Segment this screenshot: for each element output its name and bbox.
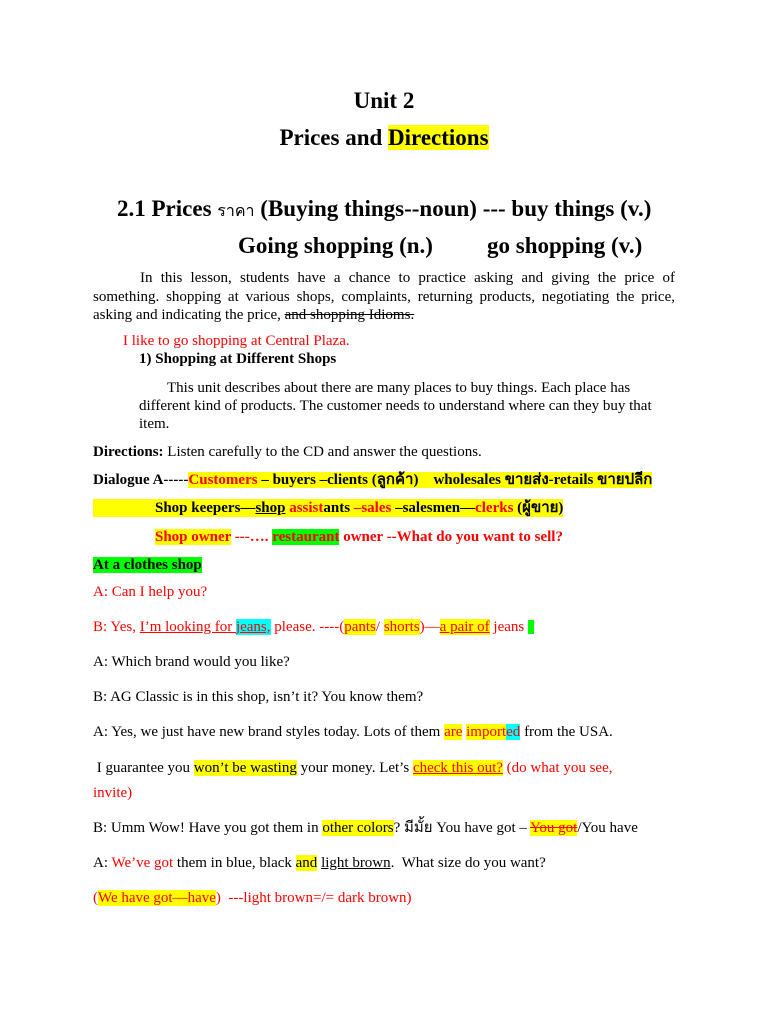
dialogue-text: won’t be wasting bbox=[193, 760, 297, 776]
dialogue-text: jeans bbox=[489, 619, 528, 635]
dialogue-text: check this out? bbox=[412, 760, 503, 776]
verb-form-heading: go shopping (v.) bbox=[487, 233, 643, 258]
dialogue-text: ? มีมั้ย You have got – bbox=[393, 820, 531, 836]
dialogue-text: / bbox=[375, 619, 384, 635]
vocab-sellers-line bbox=[93, 499, 563, 517]
dialogue-line bbox=[93, 889, 412, 907]
dialogue-text: )— bbox=[419, 619, 440, 635]
dialogue-text: please. ----( bbox=[270, 619, 345, 635]
vocab-word: (ผู้ขาย) bbox=[513, 500, 564, 516]
subsection-title: 1) Shopping at Different Shops bbox=[139, 351, 337, 367]
dialogue-text: shorts bbox=[383, 619, 420, 635]
vocab-owner-line bbox=[155, 528, 563, 546]
scene-heading-text: At a clothes shop bbox=[93, 557, 202, 573]
dialogue-text: A: Yes, we just have new brand styles today. Lots of them bbox=[93, 724, 445, 740]
dialogue-text: ed bbox=[506, 724, 521, 740]
dialogue-text: a pair of bbox=[439, 619, 490, 635]
vocab-word: ants bbox=[323, 500, 354, 516]
struck-text: and shopping Idioms. bbox=[284, 307, 415, 323]
vocab-word: ---…. bbox=[231, 529, 273, 545]
dialogue-text: ( bbox=[93, 890, 98, 906]
example-sentence: I like to go shopping at Central Plaza. bbox=[123, 333, 350, 349]
dialogue-text: I guarantee you bbox=[93, 760, 194, 776]
section-heading bbox=[117, 195, 651, 225]
vocab-word: Shop keepers— bbox=[155, 500, 256, 516]
section-heading-thai: ราคา bbox=[217, 203, 255, 220]
vocab-word: –salesmen— bbox=[391, 500, 476, 516]
vocab-word: assist bbox=[289, 500, 324, 516]
vocab-word: Shop owner bbox=[155, 529, 231, 545]
vocab-word: restaurant bbox=[272, 529, 340, 545]
section-heading-text: (Buying things--noun) --- buy things (v.) bbox=[254, 196, 652, 221]
intro-line: In this lesson, students have a chance to practice asking and giving the price of bbox=[140, 270, 675, 286]
dialogue-text: We’ve got bbox=[111, 855, 174, 871]
highlighted-group bbox=[188, 472, 652, 488]
dialogue-line bbox=[93, 583, 207, 601]
unit-title: Unit 2 bbox=[353, 88, 415, 113]
dialogue-line bbox=[93, 784, 132, 802]
dialogue-text: your money. Let’s bbox=[296, 760, 413, 776]
dialogue-line bbox=[93, 653, 290, 671]
subsection-line: This unit describes about there are many places to buy things. Each place has bbox=[167, 380, 631, 396]
dialogue-text: B: Yes, bbox=[93, 619, 140, 635]
vocab-word: Customers bbox=[188, 472, 258, 488]
section-heading-text: 2.1 Prices bbox=[117, 196, 218, 221]
dialogue-text: import bbox=[466, 724, 507, 740]
intro-line: something. shopping at various shops, complaints, returning products, negotiating the price, bbox=[93, 289, 675, 305]
dialogue-line bbox=[93, 618, 534, 636]
directions-line bbox=[93, 443, 482, 461]
vocab-word: owner --What do you want to sell? bbox=[339, 529, 563, 545]
directions-label: Directions: bbox=[93, 444, 164, 460]
dialogue-text: A: Which brand would you like? bbox=[93, 654, 290, 670]
green-highlight-mark bbox=[528, 620, 534, 634]
dialogue-line bbox=[93, 688, 423, 706]
scene-heading bbox=[93, 556, 202, 574]
intro-line bbox=[93, 306, 414, 324]
dialogue-line bbox=[93, 723, 613, 741]
dialogue-text: invite) bbox=[93, 785, 133, 801]
dialogue-text: B: Umm Wow! Have you got them in bbox=[93, 820, 323, 836]
dialogue-line bbox=[93, 854, 546, 872]
subsection-line: different kind of products. The customer needs to understand where can they buy that bbox=[139, 398, 652, 414]
dialogue-text: I’m looking for bbox=[139, 619, 236, 635]
dialogue-label: Dialogue A----- bbox=[93, 472, 189, 488]
intro-text: asking and indicating the price, bbox=[93, 307, 285, 323]
dialogue-text: . What size do you want? bbox=[390, 855, 546, 871]
dialogue-text: You got bbox=[530, 820, 578, 836]
dialogue-text: are bbox=[444, 724, 463, 740]
vocab-customers-line bbox=[93, 471, 652, 489]
vocab-word: –sales bbox=[353, 500, 392, 516]
dialogue-text: We have got—have bbox=[98, 890, 216, 906]
dialogue-text: A: bbox=[93, 855, 112, 871]
dialogue-text: other colors bbox=[322, 820, 394, 836]
dialogue-text: B: AG Classic is in this shop, isn’t it? You know them? bbox=[93, 689, 424, 705]
noun-form-heading: Going shopping (n.) bbox=[238, 233, 433, 258]
dialogue-text: (do what you see, bbox=[502, 760, 613, 776]
dialogue-line bbox=[93, 759, 612, 777]
title-prefix: Prices and bbox=[279, 125, 389, 150]
vocab-word: clerks bbox=[475, 500, 514, 516]
dialogue-text: them in blue, black bbox=[173, 855, 296, 871]
title-highlight: Directions bbox=[388, 125, 489, 150]
indent-spacer bbox=[93, 511, 155, 512]
dialogue-text: ) ---light brown=/= dark brown) bbox=[215, 890, 412, 906]
dialogue-line bbox=[93, 819, 638, 837]
subsection-line: item. bbox=[139, 416, 170, 432]
dialogue-text: jeans, bbox=[235, 619, 271, 635]
vocab-words: – buyers –clients (ลูกค้า) wholesales ขายส่ง-retails ขายปลีก bbox=[257, 472, 653, 488]
dialogue-text: A: Can I help you? bbox=[93, 584, 208, 600]
directions-text: Listen carefully to the CD and answer the questions. bbox=[163, 444, 482, 460]
dialogue-text: light brown bbox=[321, 855, 391, 871]
dialogue-text: from the USA. bbox=[520, 724, 613, 740]
vocab-word: shop bbox=[255, 500, 286, 516]
page-title bbox=[0, 124, 768, 151]
dialogue-text: pants bbox=[344, 619, 376, 635]
dialogue-text: and bbox=[295, 855, 318, 871]
dialogue-text: /You have bbox=[577, 820, 638, 836]
